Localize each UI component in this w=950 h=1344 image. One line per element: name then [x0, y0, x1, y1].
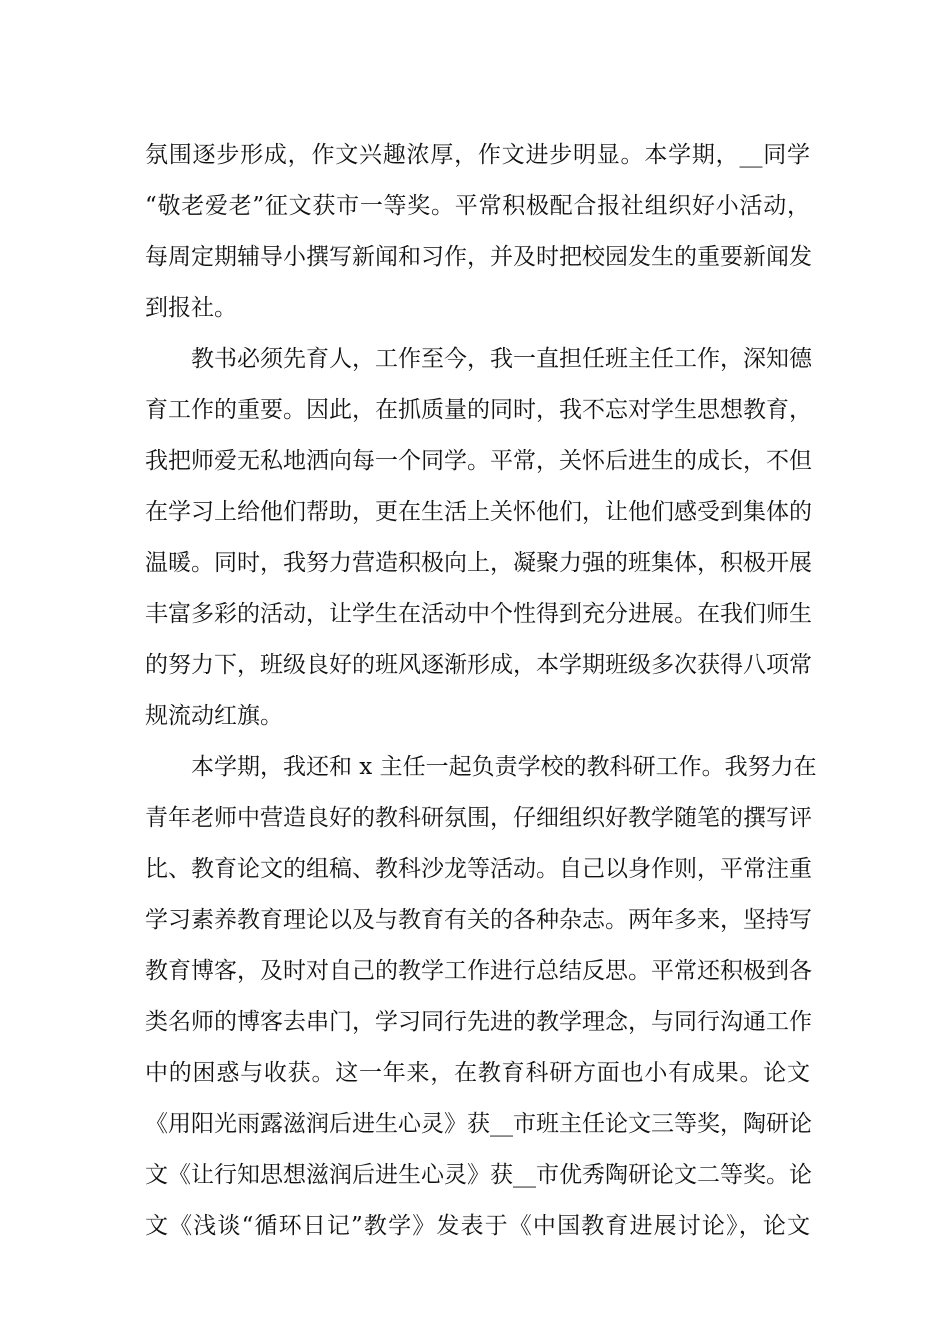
- text-line: 文《浅谈“循环日记”教学》发表于《中国教育进展讨论》，论文: [145, 1213, 810, 1239]
- text-line: 我把师爱无私地洒向每一个同学。平常，关怀后进生的成长，不但: [145, 448, 812, 474]
- text-line: 中的困惑与收获。这一年来，在教育科研方面也小有成果。论文: [145, 1060, 810, 1086]
- text-line: 比、教育论文的组稿、教科沙龙等活动。自己以身作则，平常注重: [145, 856, 812, 882]
- text-line: 丰富多彩的活动，让学生在活动中个性得到充分进展。在我们师生: [145, 601, 812, 627]
- text-line: 温暖。同时，我努力营造积极向上，凝聚力强的班集体，积极开展: [145, 550, 812, 576]
- paragraph-start-line: 教书必须先育人，工作至今，我一直担任班主任工作，深知德: [191, 346, 812, 372]
- text-line: 学习素养教育理论以及与教育有关的各种杂志。两年多来，坚持写: [145, 907, 812, 933]
- paragraph-start-line: 本学期，我还和 x 主任一起负责学校的教科研工作。我努力在: [191, 754, 817, 780]
- text-line: 氛围逐步形成，作文兴趣浓厚，作文进步明显。本学期，__同学: [145, 142, 810, 168]
- text-line: 在学习上给他们帮助，更在生活上关怀他们，让他们感受到集体的: [145, 499, 812, 525]
- text-line: 每周定期辅导小撰写新闻和习作，并及时把校园发生的重要新闻发: [145, 244, 812, 270]
- text-line: 的努力下，班级良好的班风逐渐形成，本学期班级多次获得八项常: [145, 652, 812, 678]
- text-line: 青年老师中营造良好的教科研氛围，仔细组织好教学随笔的撰写评: [145, 805, 812, 831]
- text-line: 育工作的重要。因此，在抓质量的同时，我不忘对学生思想教育，: [145, 397, 812, 423]
- text-line: 《用阳光雨露滋润后进生心灵》获__市班主任论文三等奖，陶研论: [145, 1111, 812, 1137]
- text-line: 到报社。: [145, 295, 237, 321]
- text-line: “敬老爱老”征文获市一等奖。平常积极配合报社组织好小活动，: [145, 193, 810, 219]
- text-line: 类名师的博客去串门，学习同行先进的教学理念，与同行沟通工作: [145, 1009, 812, 1035]
- body-text: [145, 130, 817, 1252]
- text-line: 规流动红旗。: [145, 703, 283, 729]
- text-line: 教育博客，及时对自己的教学工作进行总结反思。平常还积极到各: [145, 958, 812, 984]
- text-line: 文《让行知思想滋润后进生心灵》获__市优秀陶研论文二等奖。论: [145, 1162, 812, 1188]
